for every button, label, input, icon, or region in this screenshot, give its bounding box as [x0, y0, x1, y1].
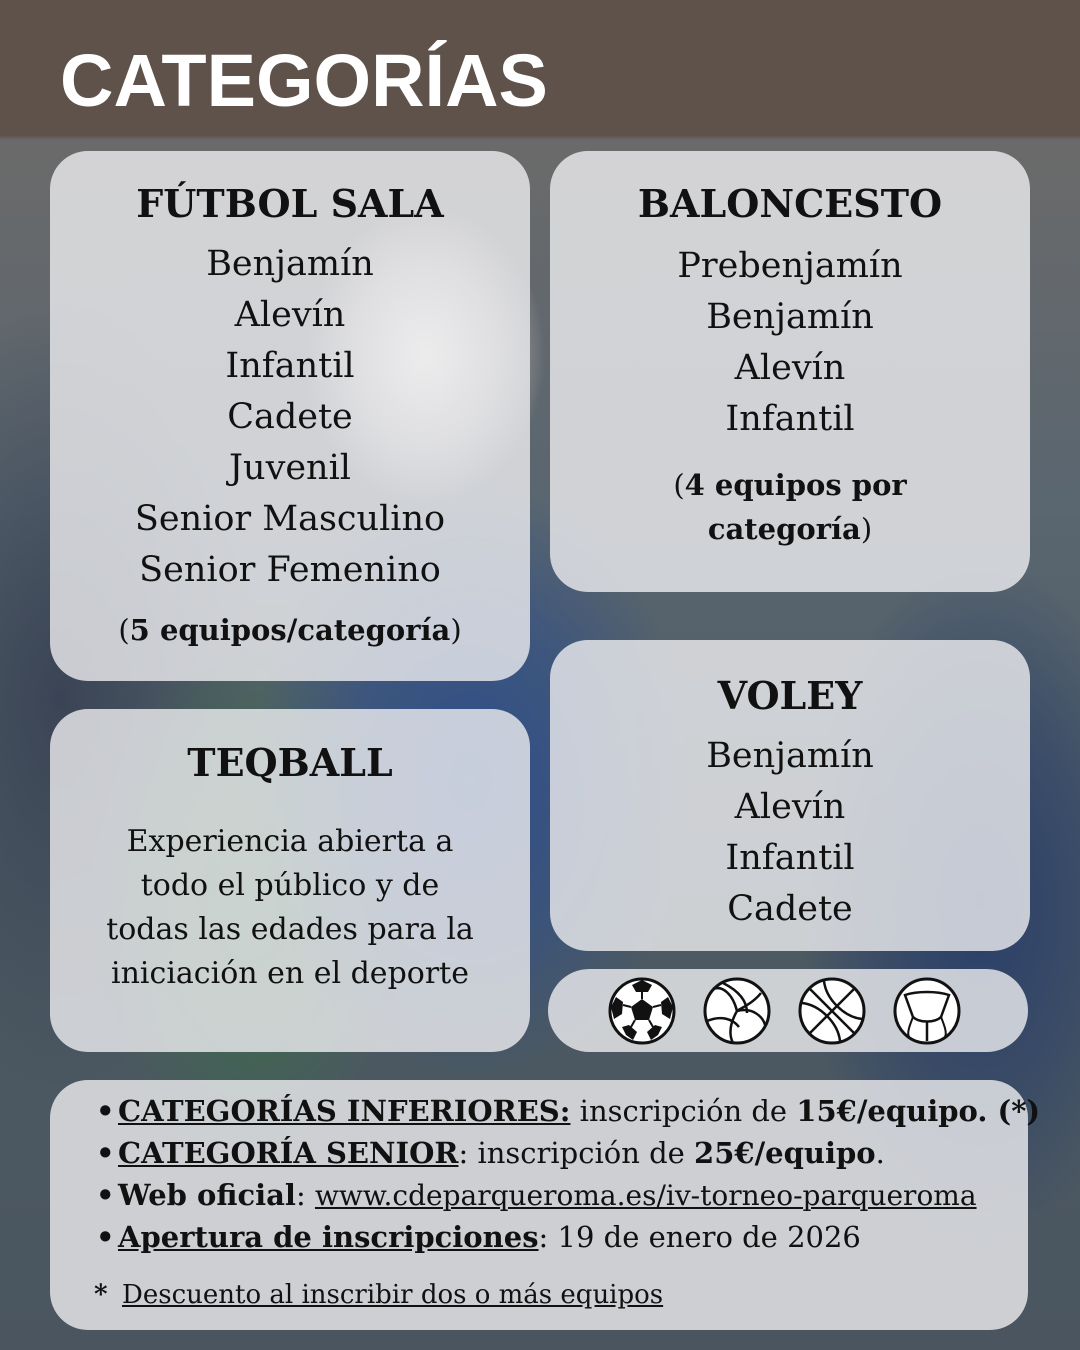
futbol-sala-card [50, 151, 530, 681]
futbol-sala-teams-note: (5 equipos/categoría) [118, 613, 462, 647]
registration-info-card [50, 1080, 1041, 1330]
footnote: * Descuento al inscribir dos o más equipos [94, 1280, 664, 1310]
category-item: Infantil [725, 838, 855, 878]
volleyball-icon [703, 977, 771, 1045]
category-item: Alevín [734, 348, 846, 388]
category-item: Benjamín [706, 297, 874, 337]
info-row-official-web: • Web oficial: www.cdeparqueroma.es/iv-torneo-parqueroma [96, 1178, 977, 1212]
baloncesto-category-list [550, 241, 1030, 445]
baloncesto-card [550, 151, 1030, 592]
category-item: Infantil [725, 399, 855, 439]
category-item: Prebenjamín [677, 246, 903, 286]
voley-category-list [550, 731, 1030, 935]
page-title: CATEGORÍAS [60, 39, 548, 122]
soccer-ball-icon [608, 977, 676, 1045]
category-item: Benjamín [706, 736, 874, 776]
category-item: Senior Masculino [134, 499, 446, 539]
baloncesto-teams-note: (4 equipos por categoría) [673, 468, 907, 546]
teqball-heading: TEQBALL [187, 740, 393, 785]
futbol-sala-heading: FÚTBOL SALA [136, 181, 444, 226]
futbol-sala-category-list [50, 239, 530, 596]
category-item: Cadete [727, 889, 853, 929]
voley-heading: VOLEY [717, 673, 863, 718]
category-item: Infantil [225, 346, 355, 386]
teqball-card [50, 709, 530, 1052]
category-item: Juvenil [229, 448, 351, 488]
official-web-link[interactable]: www.cdeparqueroma.es/iv-torneo-parqueroma [314, 1179, 977, 1212]
category-item: Alevín [734, 787, 846, 827]
teqball-description: Experiencia abierta a todo el público y de todas las edades para la iniciación en el deporte [106, 824, 474, 991]
category-item: Benjamín [206, 244, 374, 284]
info-row-senior-category: • CATEGORÍA SENIOR: inscripción de 25€/equipo. [96, 1136, 885, 1170]
category-item: Senior Femenino [139, 550, 441, 590]
info-row-lower-categories: • CATEGORÍAS INFERIORES: inscripción de 15€/equipo. (*) [96, 1094, 1041, 1128]
voley-card [550, 640, 1030, 951]
info-row-registration-opening: • Apertura de inscripciones: 19 de enero de 2026 [96, 1220, 861, 1254]
baloncesto-heading: BALONCESTO [637, 181, 943, 226]
category-item: Cadete [227, 397, 353, 437]
sport-icons-bar [548, 969, 1028, 1052]
teqball-icon [893, 977, 961, 1045]
category-item: Alevín [234, 295, 346, 335]
basketball-icon [798, 977, 866, 1045]
